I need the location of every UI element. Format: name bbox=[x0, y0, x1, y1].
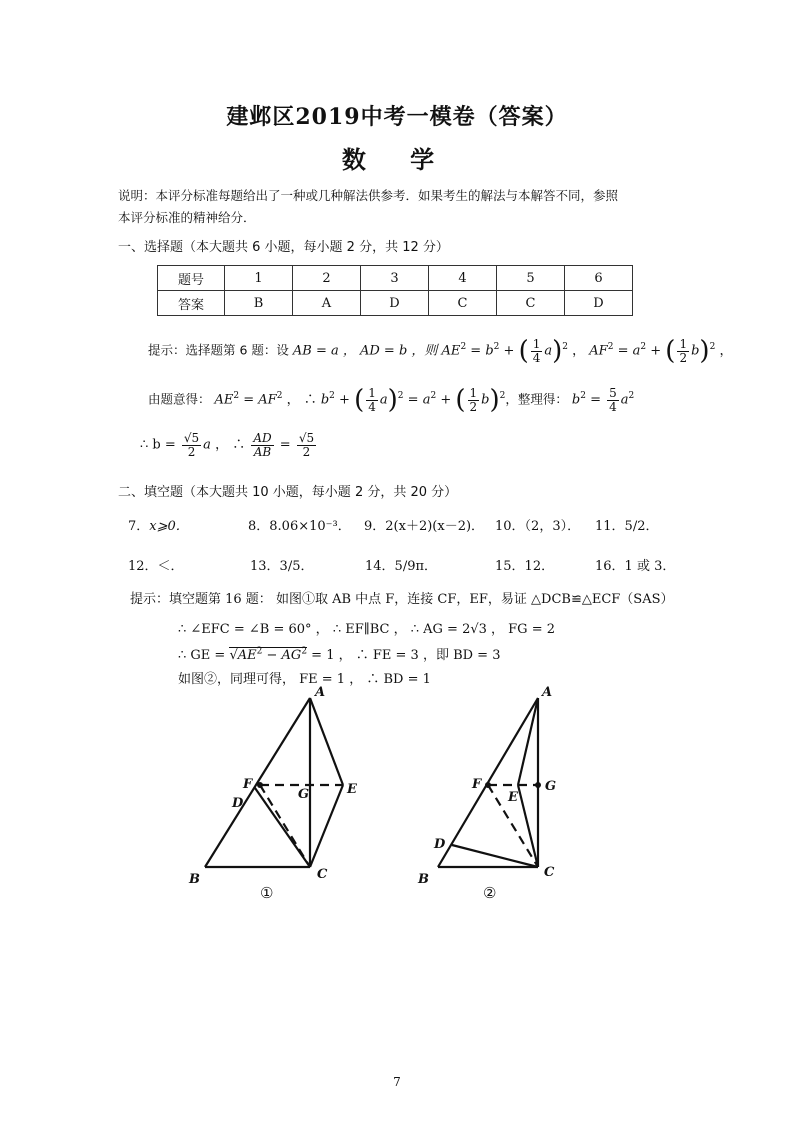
answer-value: 1 或 3． bbox=[624, 559, 676, 574]
answer-number: 9． bbox=[364, 519, 386, 534]
table-cell: C bbox=[497, 291, 565, 316]
figure-2 bbox=[410, 680, 580, 905]
table-cell: 2 bbox=[293, 266, 361, 291]
hint-prefix: 提示：选择题第 6 题：设 bbox=[148, 342, 293, 358]
label-b: B bbox=[418, 872, 429, 887]
table-cell: C bbox=[429, 291, 497, 316]
fill-answer-7 bbox=[128, 515, 189, 534]
label-e: E bbox=[347, 782, 357, 797]
page-number: 7 bbox=[393, 1075, 401, 1089]
fill-answer-10 bbox=[495, 515, 580, 534]
answer-value: 8.06×10⁻³． bbox=[269, 519, 351, 534]
table-cell: A bbox=[293, 291, 361, 316]
label-f: F bbox=[472, 777, 482, 792]
table-cell: B bbox=[225, 291, 293, 316]
answer-value: x⩾0． bbox=[149, 519, 189, 534]
fill-hint-line-2: ∴ ∠EFC = ∠B = 60° ， ∴ EF∥BC ， ∴ AG = 2√3 ， FG = 2 bbox=[178, 622, 555, 637]
answer-value: 3/5． bbox=[279, 559, 314, 574]
label-g: G bbox=[545, 779, 557, 794]
answer-number: 12． bbox=[128, 559, 158, 574]
segment-ae bbox=[310, 698, 343, 785]
answer-number: 7． bbox=[128, 519, 150, 534]
choice-hint-line-1: 提示：选择题第 6 题：设 AB = a ， AD = b ，则 $AE^2 = b^2$ + ( $\frac{1}{4}$ a)$^2$ ， $AF^2 = a^2$ + ( $\frac{1}{2}$ b)$^2$ ， bbox=[148, 336, 733, 366]
table-cell: D bbox=[361, 291, 429, 316]
subject-title: 数 学 bbox=[341, 145, 453, 174]
note-line-2: 本评分标准的精神给分． bbox=[118, 210, 256, 225]
table-cell: 3 bbox=[361, 266, 429, 291]
label-d: D bbox=[434, 837, 446, 852]
segment-ec bbox=[518, 785, 538, 867]
point-f bbox=[257, 782, 263, 788]
hint-simplify: ，整理得： bbox=[505, 391, 572, 407]
answer-value: ＜． bbox=[157, 559, 184, 574]
hint-ge-suffix: = 1 ， ∴ FE = 3 ，即 BD = 3 bbox=[307, 648, 501, 663]
table-cell: 6 bbox=[565, 266, 633, 291]
answer-value: （2，3）． bbox=[524, 519, 581, 534]
label-a: A bbox=[315, 685, 326, 700]
label-a: A bbox=[542, 685, 553, 700]
hint-given: AB = a ， AD = b ，则 bbox=[292, 343, 442, 359]
fill-hint-line-4: 如图②，同理可得， FE = 1 ， ∴ BD = 1 bbox=[178, 672, 431, 687]
choice-hint-line-2: 由题意得： $AE^2 = AF^2$ ， ∴ $b^2$ + ( $\frac{1}{4}$ $a)^2 = a^2$ + ( $\frac{1}{2}$ b)$^2$，整理得： $b^2$ = $\frac{5}{4}$ $a^2$ bbox=[148, 385, 635, 415]
answer-number: 14． bbox=[365, 559, 395, 574]
fill-answer-13 bbox=[250, 555, 313, 574]
figure-2-caption: ② bbox=[483, 884, 497, 902]
label-e: E bbox=[508, 790, 518, 805]
segment-ae bbox=[518, 698, 538, 785]
table-cell: 5 bbox=[497, 266, 565, 291]
scoring-note bbox=[118, 185, 718, 229]
table-row-label: 题号 bbox=[158, 266, 225, 291]
answer-value: 2(x＋2)(x－2)． bbox=[385, 519, 485, 534]
table-row bbox=[158, 291, 633, 316]
segment-ec bbox=[310, 785, 343, 867]
answer-value: 12． bbox=[524, 559, 555, 574]
label-b: B bbox=[189, 872, 200, 887]
answer-number: 16． bbox=[595, 559, 625, 574]
table-cell: 4 bbox=[429, 266, 497, 291]
label-d: D bbox=[232, 796, 244, 811]
label-f: F bbox=[243, 777, 253, 792]
section-2-heading: 二、填空题（本大题共 10 小题，每小题 2 分，共 20 分） bbox=[118, 485, 458, 500]
segment-dc bbox=[452, 845, 538, 867]
answer-number: 15． bbox=[495, 559, 525, 574]
note-line-1: 说明：本评分标准每题给出了一种或几种解法供参考．如果考生的解法与本解答不同，参照 bbox=[118, 188, 619, 203]
answer-number: 8． bbox=[248, 519, 270, 534]
table-row bbox=[158, 266, 633, 291]
label-g: G bbox=[298, 787, 310, 802]
page-title: 建邺区2019中考一模卷（答案） bbox=[226, 104, 568, 130]
answer-value: 5/9π． bbox=[394, 559, 438, 574]
choice-hint-line-3: ∴ b = $\frac{√5}{2}$ a ， ∴ $\frac{AD}{AB}$ = $\frac{√5}{2}$ bbox=[140, 431, 315, 459]
hint-line2-prefix: 由题意得： bbox=[148, 391, 215, 407]
label-c: C bbox=[317, 867, 328, 882]
fill-answer-15 bbox=[495, 555, 554, 574]
table-row-label: 答案 bbox=[158, 291, 225, 316]
hint-therefore-ratio: ∴ bbox=[232, 437, 250, 453]
label-c: C bbox=[544, 865, 555, 880]
table-cell: 1 bbox=[225, 266, 293, 291]
figure-1 bbox=[180, 680, 380, 905]
answer-number: 11． bbox=[595, 519, 625, 534]
fill-answer-14 bbox=[365, 555, 437, 574]
hint-ge-prefix: ∴ GE = bbox=[178, 648, 230, 663]
fill-answer-9 bbox=[364, 515, 484, 534]
fill-answer-12 bbox=[128, 555, 184, 574]
point-f bbox=[485, 782, 491, 788]
choice-answer-table bbox=[157, 265, 633, 316]
answer-value: 5/2． bbox=[624, 519, 659, 534]
section-1-heading: 一、选择题（本大题共 6 小题，每小题 2 分，共 12 分） bbox=[118, 240, 449, 255]
hint-therefore-b: ∴ b = bbox=[140, 437, 180, 453]
fill-hint-line-3: ∴ GE = $√AE^2 - AG^2 = 1$ ， ∴ FE = 3 ，即 BD = 3 bbox=[178, 646, 501, 663]
fill-answer-16 bbox=[595, 555, 675, 574]
figure-1-caption: ① bbox=[260, 884, 274, 902]
table-cell: D bbox=[565, 291, 633, 316]
fill-answer-8 bbox=[248, 515, 351, 534]
answer-number: 13． bbox=[250, 559, 280, 574]
fill-hint-line-1: 提示：填空题第 16 题： 如图①取 AB 中点 F，连接 CF，EF，易证 △DCB≌△ECF（SAS） bbox=[130, 592, 674, 607]
fill-answer-11 bbox=[595, 515, 658, 534]
point-g bbox=[535, 782, 541, 788]
answer-number: 10． bbox=[495, 519, 525, 534]
